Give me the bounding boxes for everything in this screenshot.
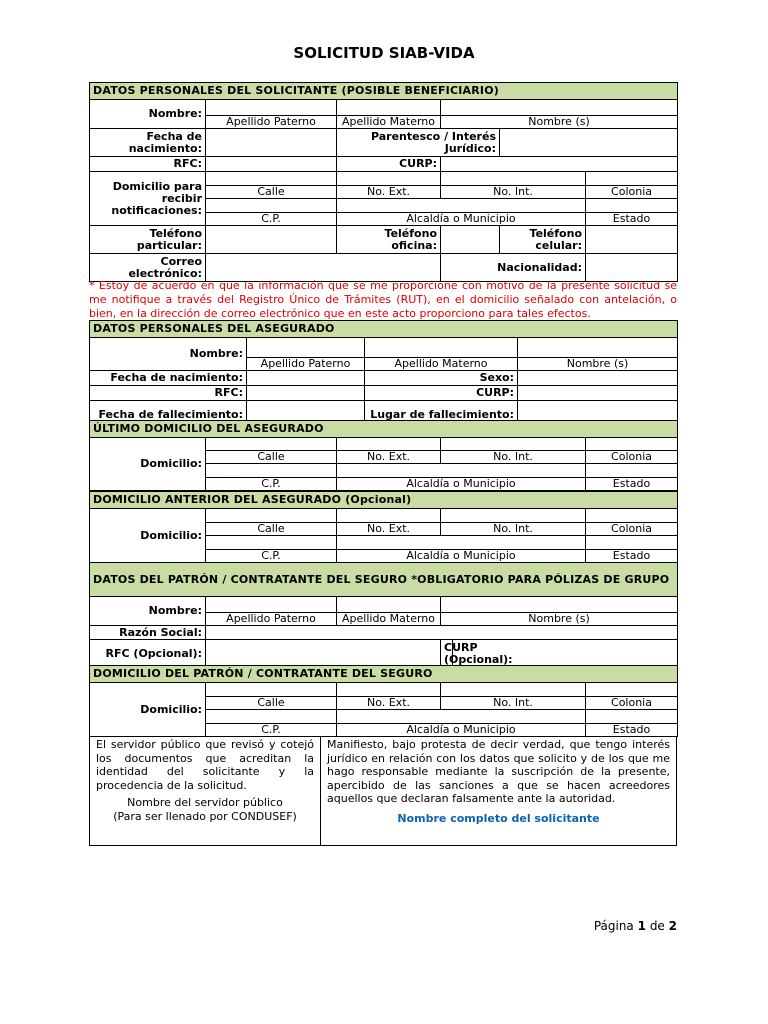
colonia-caption: Colonia: [586, 186, 678, 199]
s4-estado-field[interactable]: [586, 536, 678, 550]
s6-ext-caption: No. Ext.: [337, 697, 441, 710]
servidor-publico-panel: [90, 737, 321, 845]
fecha-fallecimiento-label: Fecha de fallecimiento:: [90, 401, 247, 429]
patron-rfc-label: RFC (Opcional):: [90, 640, 206, 668]
s6-colonia-field[interactable]: [586, 683, 678, 697]
declaracion-panel: [321, 737, 676, 845]
solicitante-table: [89, 82, 678, 282]
lugar-fallecimiento-label: Lugar de fallecimiento:: [365, 401, 518, 429]
s4-colonia-field[interactable]: [586, 509, 678, 523]
s6-int-field[interactable]: [441, 683, 586, 697]
telefono-oficina-label: Teléfono oficina:: [337, 226, 441, 254]
rut-notice: * Estoy de acuerdo en que la información que se me proporcione con motivo de la presente solicitud se me notifique a través del Registro Único de Trámites (RUT), en el domicilio señalado con antelación, o bien, en la dirección de correo electrónico que en este acto proporciono para tales efectos.: [89, 279, 677, 320]
asegurado-rfc-field[interactable]: [247, 386, 365, 401]
servidor-publico-text: El servidor público que revisó y cotejó los documentos que acreditan la identidad del solicitante y la procedencia de la solicitud.: [96, 738, 314, 792]
ext-caption: No. Ext.: [337, 186, 441, 199]
s6-ext-field[interactable]: [337, 683, 441, 697]
section-header-domicilio-patron: DOMICILIO DEL PATRÓN / CONTRATANTE DEL SEGURO: [90, 666, 678, 683]
s4-colonia-caption: Colonia: [586, 523, 678, 536]
s6-calle-caption: Calle: [206, 697, 337, 710]
alcaldia-field[interactable]: [337, 199, 586, 213]
s3-estado-field[interactable]: [586, 464, 678, 478]
cp-caption: C.P.: [206, 213, 337, 226]
s6-alcaldia-field[interactable]: [337, 710, 586, 724]
asegurado-apellido-paterno-caption: Apellido Paterno: [247, 358, 365, 371]
nombres-caption: Nombre (s): [441, 116, 678, 129]
s3-cp-caption: C.P.: [206, 478, 337, 491]
fecha-nacimiento-field[interactable]: [206, 129, 337, 157]
document-title: SOLICITUD SIAB-VIDA: [293, 44, 475, 62]
s3-cp-field[interactable]: [206, 464, 337, 478]
apellido-materno-caption: Apellido Materno: [337, 116, 441, 129]
patron-table: [89, 562, 678, 668]
s4-calle-field[interactable]: [206, 509, 337, 523]
telefono-particular-field[interactable]: [206, 226, 337, 254]
section-header-ultimo-domicilio: ÚLTIMO DOMICILIO DEL ASEGURADO: [90, 421, 678, 438]
colonia-field[interactable]: [586, 172, 678, 186]
domicilio-notificaciones-label: Domicilio para recibir notificaciones:: [90, 172, 206, 226]
patron-rfc-field[interactable]: [206, 640, 441, 668]
s3-ext-field[interactable]: [337, 438, 441, 451]
section-header-patron: DATOS DEL PATRÓN / CONTRATANTE DEL SEGURO *OBLIGATORIO PARA PÓLIZAS DE GRUPO: [90, 563, 678, 597]
s3-colonia-field[interactable]: [586, 438, 678, 451]
s3-colonia-caption: Colonia: [586, 451, 678, 464]
rfc-field[interactable]: [206, 157, 337, 172]
s6-estado-field[interactable]: [586, 710, 678, 724]
telefono-oficina-field[interactable]: [441, 226, 500, 254]
asegurado-rfc-label: RFC:: [90, 386, 247, 401]
domicilio-anterior-label: Domicilio:: [90, 509, 206, 563]
page-current: 1: [637, 919, 646, 933]
ultimo-domicilio-label: Domicilio:: [90, 438, 206, 491]
s4-calle-caption: Calle: [206, 523, 337, 536]
telefono-celular-field[interactable]: [586, 226, 678, 254]
condusef-note: (Para ser llenado por CONDUSEF): [113, 809, 297, 823]
alcaldia-caption: Alcaldía o Municipio: [337, 213, 586, 226]
patron-apellido-materno-caption: Apellido Materno: [337, 613, 441, 626]
sexo-label: Sexo:: [365, 371, 518, 386]
int-field[interactable]: [441, 172, 586, 186]
page-number: [594, 919, 677, 933]
s4-ext-caption: No. Ext.: [337, 523, 441, 536]
s4-alcaldia-caption: Alcaldía o Municipio: [337, 550, 586, 563]
s4-estado-caption: Estado: [586, 550, 678, 563]
asegurado-nombres-caption: Nombre (s): [518, 358, 678, 371]
domicilio-anterior-table: [89, 491, 678, 563]
asegurado-fecha-nacimiento-field[interactable]: [247, 371, 365, 386]
sexo-field[interactable]: [518, 371, 678, 386]
patron-curp-label: CURP (Opcional):: [441, 640, 453, 668]
declaracion-text: Manifiesto, bajo protesta de decir verdad, que tengo interés jurídico en relación con los datos que solicito y de los que me hago responsable mediante la suscripción de la presente, apercibido de las sanciones a que se hacen acreedores aquellos que declaran falsamente ante la autoridad.: [327, 738, 670, 805]
asegurado-nombres-field[interactable]: [518, 338, 678, 358]
asegurado-apellido-paterno-field[interactable]: [247, 338, 365, 358]
s4-cp-field[interactable]: [206, 536, 337, 550]
razon-social-field[interactable]: [206, 626, 678, 640]
ext-field[interactable]: [337, 172, 441, 186]
s6-alcaldia-caption: Alcaldía o Municipio: [337, 724, 586, 737]
nombres-field[interactable]: [441, 100, 678, 116]
fecha-nacimiento-label: Fecha de nacimiento:: [90, 129, 206, 157]
apellido-paterno-field[interactable]: [206, 100, 337, 116]
parentesco-label: Parentesco / Interés Jurídico:: [337, 129, 500, 157]
patron-apellido-paterno-field[interactable]: [206, 597, 337, 613]
estado-field[interactable]: [586, 199, 678, 213]
asegurado-apellido-materno-field[interactable]: [365, 338, 518, 358]
apellido-materno-field[interactable]: [337, 100, 441, 116]
s6-calle-field[interactable]: [206, 683, 337, 697]
asegurado-fecha-nacimiento-label: Fecha de nacimiento:: [90, 371, 247, 386]
s3-calle-field[interactable]: [206, 438, 337, 451]
s3-estado-caption: Estado: [586, 478, 678, 491]
asegurado-nombre-label: Nombre:: [90, 338, 247, 371]
s6-colonia-caption: Colonia: [586, 697, 678, 710]
asegurado-curp-field[interactable]: [518, 386, 678, 401]
curp-field[interactable]: [441, 157, 678, 172]
patron-apellido-paterno-caption: Apellido Paterno: [206, 613, 337, 626]
domicilio-patron-label: Domicilio:: [90, 683, 206, 737]
s4-alcaldia-field[interactable]: [337, 536, 586, 550]
solicitante-signature-label: Nombre completo del solicitante: [397, 811, 600, 825]
s6-int-caption: No. Int.: [441, 697, 586, 710]
servidor-publico-name-label: Nombre del servidor público: [127, 796, 283, 809]
section-header-solicitante: DATOS PERSONALES DEL SOLICITANTE (POSIBLE BENEFICIARIO): [90, 83, 678, 100]
s4-cp-caption: C.P.: [206, 550, 337, 563]
nacionalidad-label: Nacionalidad:: [441, 254, 586, 282]
s3-int-field[interactable]: [441, 438, 586, 451]
signature-box: [89, 736, 677, 846]
s3-int-caption: No. Int.: [441, 451, 586, 464]
asegurado-curp-label: CURP:: [365, 386, 518, 401]
s3-alcaldia-caption: Alcaldía o Municipio: [337, 478, 586, 491]
int-caption: No. Int.: [441, 186, 586, 199]
page-total: 2: [668, 919, 677, 933]
nacionalidad-field[interactable]: [586, 254, 678, 282]
section-header-asegurado: DATOS PERSONALES DEL ASEGURADO: [90, 321, 678, 338]
estado-caption: Estado: [586, 213, 678, 226]
page-de: de: [649, 919, 665, 933]
s3-alcaldia-field[interactable]: [337, 464, 586, 478]
patron-nombre-label: Nombre:: [90, 597, 206, 626]
ultimo-domicilio-table: [89, 420, 678, 491]
section-header-domicilio-anterior: DOMICILIO ANTERIOR DEL ASEGURADO (Opcional): [90, 492, 678, 509]
correo-field[interactable]: [206, 254, 441, 282]
s6-cp-caption: C.P.: [206, 724, 337, 737]
nombre-label: Nombre:: [90, 100, 206, 129]
patron-apellido-materno-field[interactable]: [337, 597, 441, 613]
asegurado-table: [89, 320, 678, 429]
parentesco-field[interactable]: [500, 129, 678, 157]
curp-label: CURP:: [337, 157, 441, 172]
apellido-paterno-caption: Apellido Paterno: [206, 116, 337, 129]
calle-caption: Calle: [206, 186, 337, 199]
telefono-celular-label: Teléfono celular:: [500, 226, 586, 254]
s6-cp-field[interactable]: [206, 710, 337, 724]
patron-nombres-field[interactable]: [441, 597, 678, 613]
s3-ext-caption: No. Ext.: [337, 451, 441, 464]
s4-int-caption: No. Int.: [441, 523, 586, 536]
razon-social-label: Razón Social:: [90, 626, 206, 640]
s4-int-field[interactable]: [441, 509, 586, 523]
page-prefix: Página: [593, 919, 634, 933]
domicilio-patron-table: [89, 665, 678, 737]
calle-field[interactable]: [206, 172, 337, 186]
s6-estado-caption: Estado: [586, 724, 678, 737]
s3-calle-caption: Calle: [206, 451, 337, 464]
telefono-particular-label: Teléfono particular:: [90, 226, 206, 254]
correo-label: Correo electrónico:: [90, 254, 206, 282]
s4-ext-field[interactable]: [337, 509, 441, 523]
rfc-label: RFC:: [90, 157, 206, 172]
patron-nombres-caption: Nombre (s): [441, 613, 678, 626]
cp-field[interactable]: [206, 199, 337, 213]
asegurado-apellido-materno-caption: Apellido Materno: [365, 358, 518, 371]
